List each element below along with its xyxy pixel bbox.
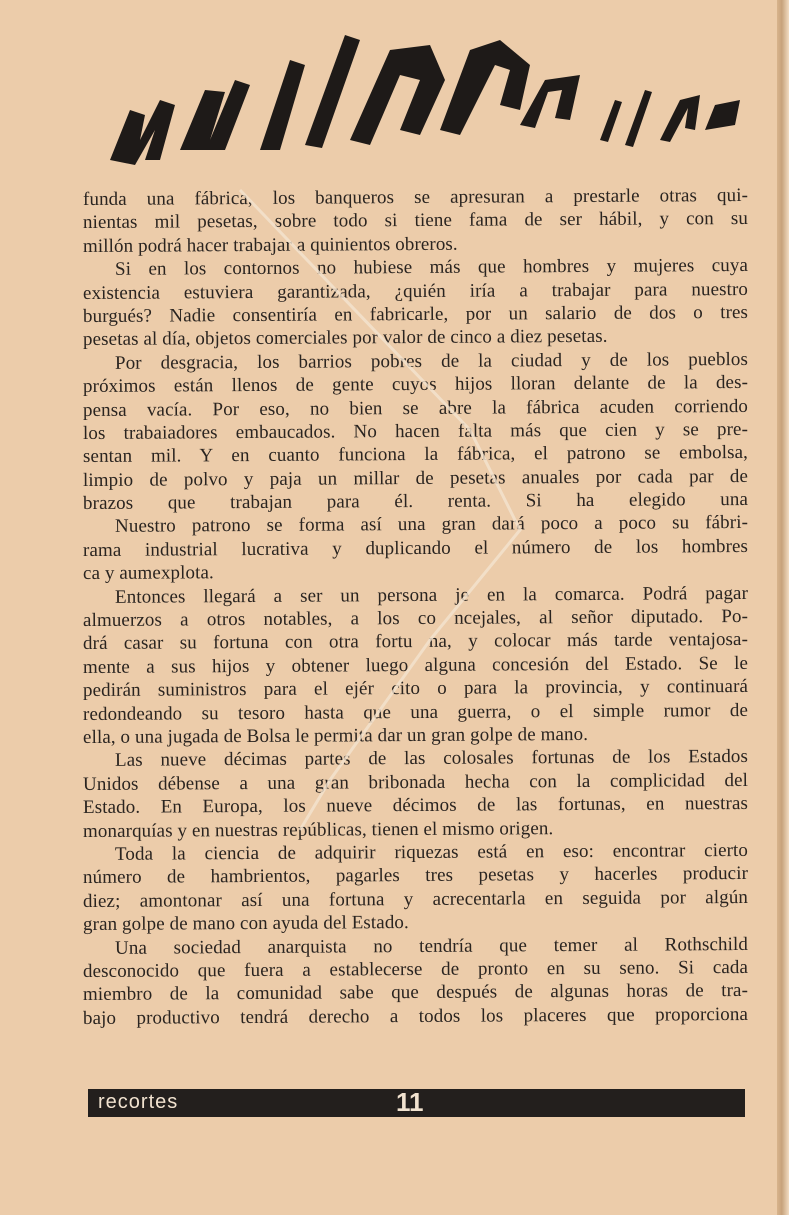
text-line: funda una fábrica, los banqueros se apresuran a prestarle otras qui- xyxy=(82,184,749,211)
text-line: nientas mil pesetas, sobre todo si tiene fama de ser hábil, y con su xyxy=(82,208,749,234)
text-line: Una sociedad anarquista no tendría que temer al Rothschild xyxy=(114,933,749,959)
text-line: mente a sus hijos y obtener luego alguna concesión del Estado. Se le xyxy=(82,652,749,678)
text-line: monarquías y en nuestras repúblicas, tienen el mismo origen. xyxy=(82,817,554,842)
footer-bar xyxy=(88,1089,745,1117)
text-line: bajo productivo tendrá derecho a todos los placeres que proporciona xyxy=(82,1003,749,1029)
text-line: ella, o una jugada de Bolsa le permita dar un gran golpe de mano. xyxy=(82,723,589,749)
text-line: sentan mil. Y en cuanto funciona la fábrica, el patrono se embolsa, xyxy=(82,442,749,468)
text-line: redondeando su tesoro hasta que una guerra, o el simple rumor de xyxy=(82,699,749,725)
text-line: Estado. En Europa, los nueve décimos de las fortunas, en nuestras xyxy=(82,793,749,819)
text-line: rama industrial lucrativa y duplicando el número de los hombres xyxy=(82,535,749,561)
text-line: Las nueve décimas partes de las colosales fortunas de los Estados xyxy=(114,746,749,772)
section-label: recortes xyxy=(98,1091,179,1113)
text-line: brazos que trabajan para él. renta. Si ha elegido una xyxy=(82,489,749,515)
text-line: Nuestro patrono se forma así una gran dará poco a poco su fábri- xyxy=(114,512,749,538)
text-line: próximos están llenos de gente cuyos hijos lloran delante de la des- xyxy=(82,372,749,398)
page-number: 11 xyxy=(396,1087,424,1117)
text-line: Toda la ciencia de adquirir riquezas está en eso: encontrar cierto xyxy=(114,839,749,865)
text-line: Entonces llegará a ser un persona je en la comarca. Podrá pagar xyxy=(114,582,749,608)
header-title-art xyxy=(100,20,750,180)
text-line: gran golpe de mano con ayuda del Estado. xyxy=(82,912,409,936)
article-body xyxy=(83,186,748,1028)
text-line: pedirán suministros para el ejér cito o para la provincia, y continuará xyxy=(82,676,749,702)
page-edge xyxy=(777,0,789,1215)
text-line: burgués? Nadie consentiría en fabricarle, por un salario de dos o tres xyxy=(82,301,749,327)
text-line: millón podrá hacer trabajar a quinientos obreros. xyxy=(82,233,458,257)
text-line: diez; amontonar así una fortuna y acrecentarla en seguida por algún xyxy=(82,886,749,912)
text-line: pensa vacía. Por eso, no bien se abre la fábrica acuden corriendo xyxy=(82,395,749,421)
text-line: miembro de la comunidad sabe que después de algunas horas de tra- xyxy=(82,980,749,1006)
text-line: limpio de polvo y paja un millar de pesetas anuales por cada par de xyxy=(82,465,749,491)
text-line: Unidos débense a una gran bribonada hecha con la complicidad del xyxy=(82,769,749,795)
text-line: existencia estuviera garantizada, ¿quién iría a trabajar para nuestro xyxy=(82,278,749,304)
text-line: número de hambrientos, pagarles tres pesetas y hacerles producir xyxy=(82,863,749,889)
text-line: ca y aumexplota. xyxy=(82,562,214,585)
text-line: pesetas al día, objetos comerciales por valor de cinco a diez pesetas. xyxy=(82,326,608,351)
text-line: Por desgracia, los barrios pobres de la ciudad y de los pueblos xyxy=(114,348,749,374)
text-line: desconocido que fuera a establecerse de pronto en su seno. Si cada xyxy=(82,956,749,982)
text-line: drá casar su fortuna con otra fortu na, y colocar más tarde ventajosa- xyxy=(82,629,749,655)
text-line: los trabaiadores embaucados. No hacen falta más que cien y se pre- xyxy=(82,418,749,444)
text-line: almuerzos a otros notables, a los co ncejales, al señor diputado. Po- xyxy=(82,606,749,632)
text-line: Si en los contornos no hubiese más que hombres y mujeres cuya xyxy=(114,255,749,281)
